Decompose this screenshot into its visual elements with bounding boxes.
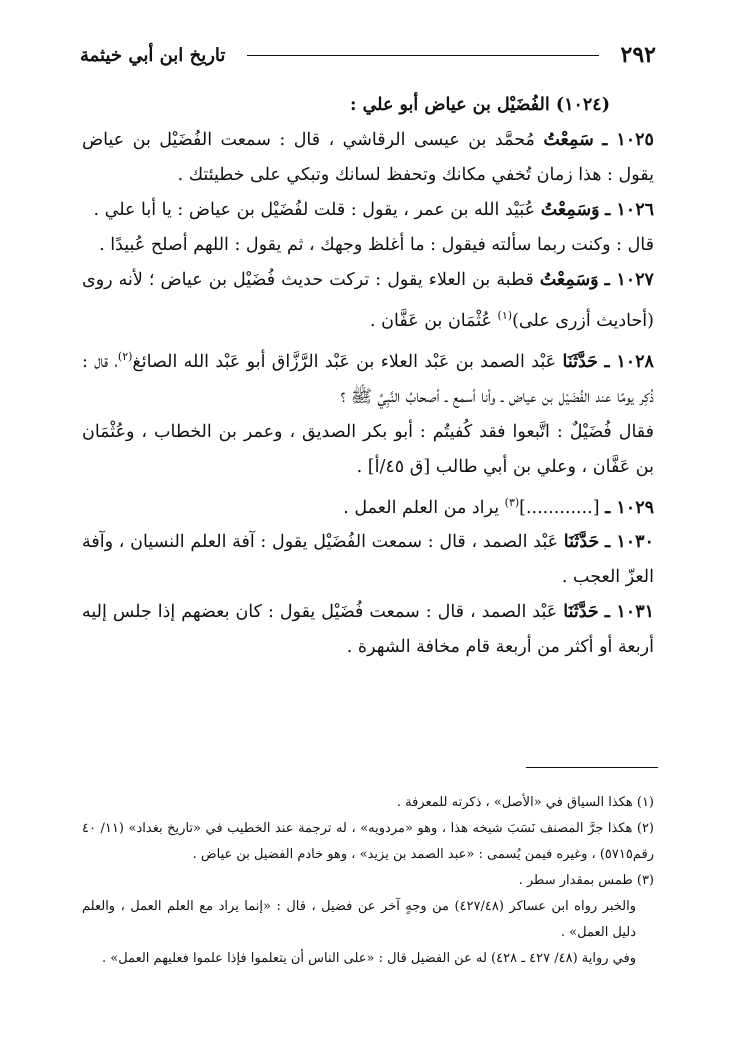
report-text: قطبة بن العلاء يقول : تركت حديث فُضَيْل بن عياض ؛ لأنه روى (أحاديث أزرى على) [82, 270, 654, 331]
report-text: عُثْمَان بن عَفَّان . [370, 310, 498, 331]
report-1028 [82, 339, 654, 415]
footnote-3-note: وفي رواية (٤٨/ ٤٢٧ ـ ٤٢٨) له عن الفضيل قال : «على الناس أن يتعلموا فإذا علموا فعليهم العمل» . [101, 951, 636, 966]
footnote-2: (٢) هكذا جرَّ المصنف نَسَبَ شيخه هذا ، وهو «مردويه» ، له ترجمة عند الخطيب في «تاريخ بغداد» (١١/ ٤٠ رقم٥٧١٥) ، وغيره فيمن يُسمى : «عبد الصمد بن يزيد» ، وهو خادم الفضيل بن عياض . [82, 821, 654, 862]
report-number: ١٠٢٩ ـ [605, 497, 654, 518]
page-number: ٢٩٢ [620, 42, 656, 68]
transmission-term: حَدَّثَنَا [563, 532, 600, 553]
report-number: ١٠٢٦ ـ [605, 200, 654, 220]
footnote-ref[interactable]: (١) [497, 309, 513, 322]
transmission-term: حَدَّثَنَا [562, 351, 598, 372]
transmission-term: وَسَمِعْتُ [539, 270, 599, 290]
report-number: ١٠٣٠ ـ [605, 532, 654, 553]
report-1026 [82, 193, 654, 228]
report-text: ، قال : ذُكِر يومًا عند الفُضَيْل بن عياض ـ وأنا أسمع ـ أصحابُ النَّبِيِّ ﷺ ؟ [82, 351, 654, 407]
report-text: عَبْد الصمد ، قال : سمعت فُضَيْل يقول : كان بعضهم إذا جلس إليه أربعة أو أكثر من أربعة قام مخافة الشهرة . [82, 602, 654, 658]
footnote-ref[interactable]: (٢) [117, 349, 133, 363]
report-number: ١٠٢٧ ـ [604, 270, 654, 290]
transmission-term: حَدَّثَنَا [563, 602, 599, 623]
footnote-3: (٣) طمس بمقدار سطر . [518, 873, 654, 888]
report-number: ١٠٢٨ ـ [604, 351, 654, 372]
transmission-term: سَمِعْتُ [543, 130, 594, 150]
footnote-1: (١) هكذا السياق في «الأصل» ، ذكرته للمعرفة . [396, 795, 654, 810]
report-1028-continuation: فقال فُضَيْلٌ : اتَّبعوا فقد كُفيتُم : أبو بكر الصديق ، وعمر بن الخطاب ، وعُثْمَان بن عَفَّان ، وعلي بن أبي طالب [ق ٤٥/أ] . [82, 421, 654, 477]
footnotes [82, 790, 654, 972]
page-header [80, 38, 656, 72]
report-number: ١٠٣١ ـ [604, 602, 654, 623]
report-text: عُبَيْد الله بن عمر ، يقول : قلت لفُضَيْل بن عياض : يا أبا علي . [93, 200, 536, 220]
footnote-ref[interactable]: (٣) [504, 495, 520, 509]
report-1027 [82, 263, 654, 339]
report-1030 [82, 525, 654, 595]
report-text: مُحمَّد بن عيسى الرقاشي ، قال : سمعت الفُضَيْل بن عياض يقول : هذا زمان تُخفي مكانك وتحفظ لسانك وتبكي على خطيئتك . [82, 130, 654, 185]
header-rule [247, 55, 598, 56]
report-text: عَبْد الصمد بن عَبْد العلاء بن عَبْد الرَّزَّاق أبو عَبْد الله الصائغ [132, 351, 557, 372]
report-1031 [82, 595, 654, 665]
footnote-3-note: والخبر رواه ابن عساكر (٤٢٧/٤٨) من وجهٍ آخر عن فضيل ، قال : «إنما يراد مع العلم العمل ، والعلم دليل العمل» . [82, 899, 636, 940]
report-text: يراد من العلم العمل . [343, 497, 505, 518]
transmission-term: وَسَمِعْتُ [540, 200, 600, 220]
footnote-divider [526, 767, 658, 768]
biography-heading: (١٠٢٤) الفُضَيْل بن عياض أبو علي : [350, 95, 610, 115]
running-title: تاريخ ابن أبي خيثمة [80, 44, 226, 66]
report-text: [............] [519, 497, 600, 518]
report-1029 [82, 485, 654, 526]
report-text: عَبْد الصمد ، قال : سمعت الفُضَيْل يقول : آفة العلم النسيان ، وآفة العزّ العجب . [82, 532, 654, 588]
report-1025 [82, 123, 654, 193]
report-number: ١٠٢٥ ـ [602, 130, 654, 150]
main-text [82, 88, 654, 665]
report-1026-continuation: قال : وكنت ربما سألته فيقول : ما أغلظ وجهك ، ثم يقول : اللهم أصلح عُبيدًا . [99, 235, 654, 255]
